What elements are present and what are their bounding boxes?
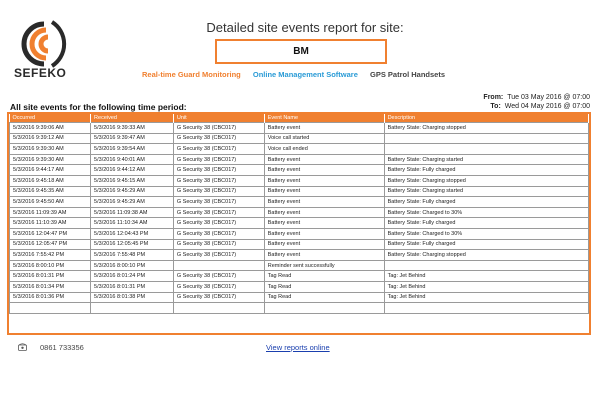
table-cell: 5/3/2016 9:45:50 AM xyxy=(10,197,91,208)
table-cell: 5/3/2016 12:05:45 PM xyxy=(91,239,174,250)
table-cell: 5/3/2016 8:01:31 PM xyxy=(10,271,91,282)
table-row xyxy=(10,292,589,303)
table-cell: Battery event xyxy=(264,197,384,208)
table-cell: 5/3/2016 9:39:12 AM xyxy=(10,133,91,144)
table-cell: Battery State: Fully charged xyxy=(384,218,588,229)
table-cell: G Security 38 (CBC017) xyxy=(173,144,264,155)
view-reports-online-link[interactable]: View reports online xyxy=(266,343,330,352)
table-cell: Battery State: Charging started xyxy=(384,154,588,165)
table-cell: 5/3/2016 9:39:33 AM xyxy=(91,123,174,134)
table-row xyxy=(10,123,589,134)
period-from xyxy=(483,93,590,102)
table-cell: G Security 38 (CBC017) xyxy=(173,228,264,239)
tagline-monitoring: Real-time Guard Monitoring xyxy=(142,70,241,79)
table-cell: Battery event xyxy=(264,165,384,176)
phone-icon xyxy=(18,343,27,353)
table-cell xyxy=(384,133,588,144)
table-row xyxy=(10,154,589,165)
brand-name: SEFEKO xyxy=(14,66,67,80)
period-range xyxy=(483,93,590,111)
table-cell: 5/3/2016 11:09:38 AM xyxy=(91,207,174,218)
table-cell: Tag Read xyxy=(264,271,384,282)
events-table xyxy=(9,114,589,314)
table-cell: G Security 38 (CBC017) xyxy=(173,154,264,165)
table-cell: G Security 38 (CBC017) xyxy=(173,271,264,282)
table-cell: 5/3/2016 11:10:39 AM xyxy=(10,218,91,229)
table-row xyxy=(10,250,589,261)
table-cell: Battery State: Charged to 30% xyxy=(384,207,588,218)
table-row xyxy=(10,165,589,176)
table-cell: 5/3/2016 9:45:15 AM xyxy=(91,175,174,186)
table-cell: 5/3/2016 9:45:35 AM xyxy=(10,186,91,197)
table-cell: 5/3/2016 11:10:34 AM xyxy=(91,218,174,229)
table-cell: Battery event xyxy=(264,250,384,261)
table-cell: 5/3/2016 12:04:43 PM xyxy=(91,228,174,239)
table-cell: Battery event xyxy=(264,175,384,186)
table-cell xyxy=(264,303,384,314)
table-row xyxy=(10,303,589,314)
table-row xyxy=(10,281,589,292)
table-row xyxy=(10,186,589,197)
table-cell: Voice call ended xyxy=(264,144,384,155)
table-cell: 5/3/2016 9:40:01 AM xyxy=(91,154,174,165)
table-cell: Tag Read xyxy=(264,292,384,303)
footer-phone: 0861 733356 xyxy=(40,343,84,352)
table-cell: Battery State: Fully charged xyxy=(384,165,588,176)
column-header: Occurred xyxy=(10,114,91,123)
to-value: Wed 04 May 2016 @ 07:00 xyxy=(504,103,590,110)
table-row xyxy=(10,175,589,186)
table-cell: Voice call started xyxy=(264,133,384,144)
tagline-software: Online Management Software xyxy=(252,70,358,79)
tagline-handsets: GPS Patrol Handsets xyxy=(369,70,446,79)
table-cell: G Security 38 (CBC017) xyxy=(173,218,264,229)
column-header: Received xyxy=(91,114,174,123)
table-cell: G Security 38 (CBC017) xyxy=(173,281,264,292)
table-cell: 5/3/2016 9:39:47 AM xyxy=(91,133,174,144)
table-cell: Battery event xyxy=(264,186,384,197)
table-row xyxy=(10,271,589,282)
period-to xyxy=(483,102,590,111)
report-title: Detailed site events report for site: xyxy=(206,20,404,35)
table-cell: G Security 38 (CBC017) xyxy=(173,165,264,176)
table-row xyxy=(10,207,589,218)
table-row xyxy=(10,144,589,155)
column-header: Description xyxy=(384,114,588,123)
table-cell: 5/3/2016 8:00:10 PM xyxy=(10,260,91,271)
table-cell: 5/3/2016 8:01:38 PM xyxy=(91,292,174,303)
table-cell: 5/3/2016 8:01:31 PM xyxy=(91,281,174,292)
table-cell: 5/3/2016 7:55:48 PM xyxy=(91,250,174,261)
table-cell: 5/3/2016 8:01:36 PM xyxy=(10,292,91,303)
table-cell: Tag: Jet Behind xyxy=(384,271,588,282)
table-row xyxy=(10,218,589,229)
to-label: To: xyxy=(490,103,501,110)
table-cell: 5/3/2016 9:39:30 AM xyxy=(10,154,91,165)
table-cell: Tag: Jet Behind xyxy=(384,281,588,292)
table-cell: Battery event xyxy=(264,207,384,218)
column-header: Unit xyxy=(173,114,264,123)
table-cell: Battery State: Fully charged xyxy=(384,239,588,250)
table-row xyxy=(10,197,589,208)
table-cell: 5/3/2016 8:00:10 PM xyxy=(91,260,174,271)
table-cell: Reminder sent successfully xyxy=(264,260,384,271)
table-cell: 5/3/2016 12:04:47 PM xyxy=(10,228,91,239)
table-cell: 5/3/2016 11:09:39 AM xyxy=(10,207,91,218)
table-cell: 5/3/2016 8:01:24 PM xyxy=(91,271,174,282)
table-cell: Tag: Jet Behind xyxy=(384,292,588,303)
table-cell: 5/3/2016 9:45:29 AM xyxy=(91,197,174,208)
table-row xyxy=(10,260,589,271)
table-cell: G Security 38 (CBC017) xyxy=(173,250,264,261)
table-cell: Battery State: Charging started xyxy=(384,186,588,197)
table-cell: Battery event xyxy=(264,218,384,229)
table-cell: Battery State: Charging stopped xyxy=(384,123,588,134)
table-cell: Battery State: Fully charged xyxy=(384,197,588,208)
table-cell: 5/3/2016 9:39:30 AM xyxy=(10,144,91,155)
table-cell: 5/3/2016 9:44:12 AM xyxy=(91,165,174,176)
table-cell: 5/3/2016 9:44:17 AM xyxy=(10,165,91,176)
table-cell: 5/3/2016 8:01:34 PM xyxy=(10,281,91,292)
table-cell xyxy=(384,303,588,314)
table-cell: G Security 38 (CBC017) xyxy=(173,239,264,250)
table-cell: G Security 38 (CBC017) xyxy=(173,292,264,303)
events-table-body xyxy=(10,123,589,314)
table-cell: G Security 38 (CBC017) xyxy=(173,133,264,144)
column-header: Event Name xyxy=(264,114,384,123)
table-cell: Battery event xyxy=(264,154,384,165)
table-cell: 5/3/2016 9:45:29 AM xyxy=(91,186,174,197)
table-cell: 5/3/2016 7:55:42 PM xyxy=(10,250,91,261)
sefeko-logo-mark xyxy=(12,18,76,68)
table-cell: Battery event xyxy=(264,228,384,239)
table-cell: 5/3/2016 9:39:06 AM xyxy=(10,123,91,134)
table-cell xyxy=(384,260,588,271)
table-header-row xyxy=(10,114,589,123)
table-cell: Battery State: Charging stopped xyxy=(384,250,588,261)
table-cell: 5/3/2016 12:05:47 PM xyxy=(10,239,91,250)
table-cell: G Security 38 (CBC017) xyxy=(173,197,264,208)
table-cell xyxy=(173,260,264,271)
table-row xyxy=(10,133,589,144)
table-cell: Battery event xyxy=(264,123,384,134)
table-cell xyxy=(10,303,91,314)
period-heading: All site events for the following time period: xyxy=(10,102,187,112)
from-value: Tue 03 May 2016 @ 07:00 xyxy=(507,94,590,101)
from-label: From: xyxy=(483,94,504,101)
table-cell: Tag Read xyxy=(264,281,384,292)
table-cell: G Security 38 (CBC017) xyxy=(173,186,264,197)
table-row xyxy=(10,239,589,250)
table-cell xyxy=(173,303,264,314)
events-table-container xyxy=(7,112,591,335)
table-cell: Battery State: Charging stopped xyxy=(384,175,588,186)
table-cell: G Security 38 (CBC017) xyxy=(173,175,264,186)
table-cell xyxy=(91,303,174,314)
table-cell: Battery State: Charged to 30% xyxy=(384,228,588,239)
table-cell: G Security 38 (CBC017) xyxy=(173,123,264,134)
table-cell xyxy=(384,144,588,155)
table-row xyxy=(10,228,589,239)
table-cell: 5/3/2016 9:39:54 AM xyxy=(91,144,174,155)
table-cell: G Security 38 (CBC017) xyxy=(173,207,264,218)
site-name: BM xyxy=(215,39,387,64)
table-cell: 5/3/2016 9:45:18 AM xyxy=(10,175,91,186)
table-cell: Battery event xyxy=(264,239,384,250)
taglines xyxy=(142,70,445,79)
